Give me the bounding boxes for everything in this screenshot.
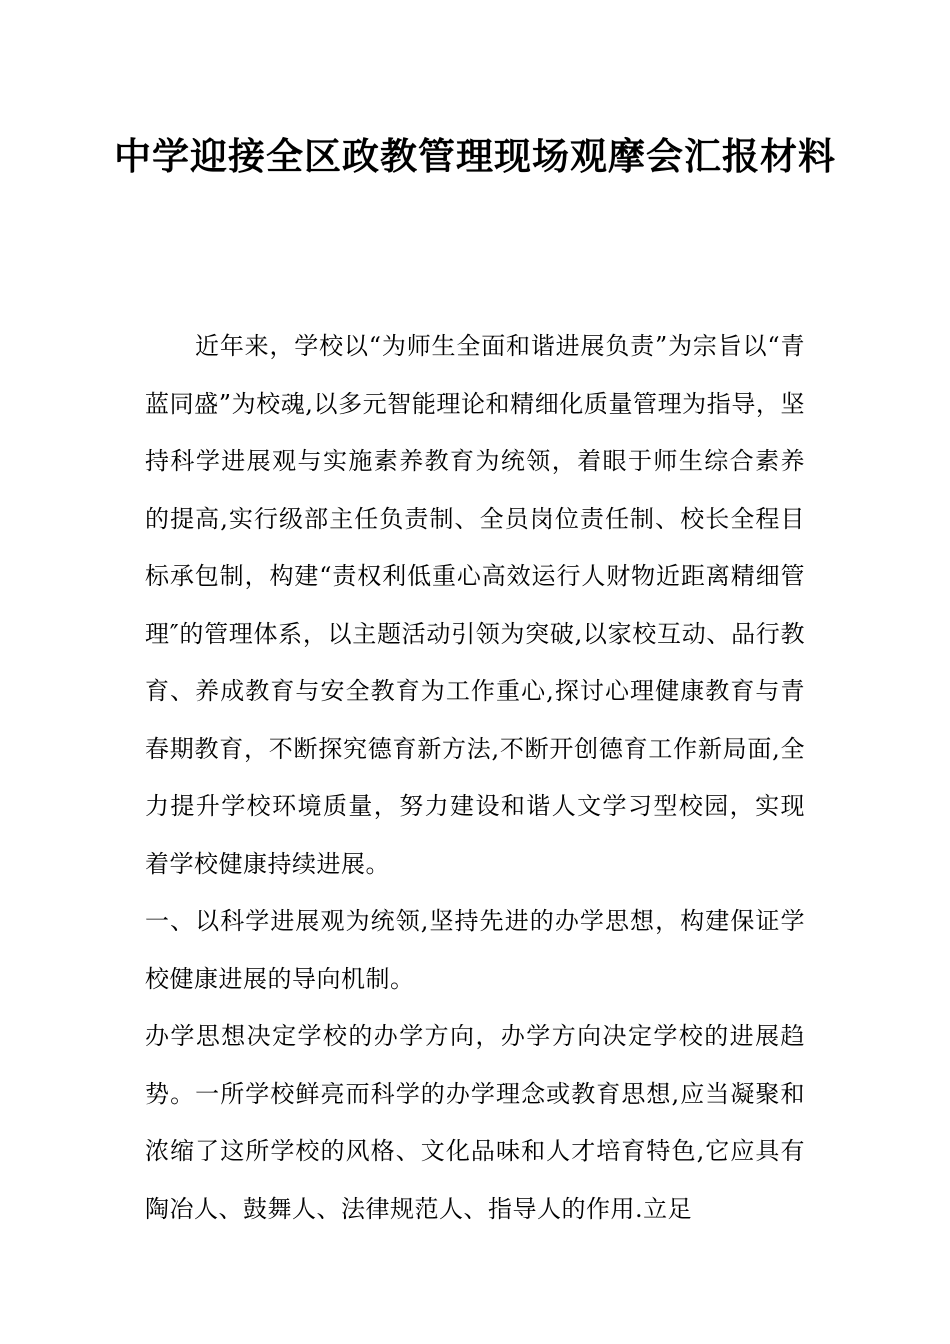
section-paragraph-1: 办学思想决定学校的办学方向，办学方向决定学校的进展趋势。一所学校鲜亮而科学的办学理念或教育思想,应当凝聚和浓缩了这所学校的风格、文化品味和人才培育特色,它应具有陶冶人、鼓舞人、法律规范人、指导人的作用.立足 xyxy=(145,1022,805,1223)
document-body xyxy=(145,318,805,1238)
document-title: 中学迎接全区政教管理现场观摩会汇报材料 xyxy=(114,135,836,178)
section-heading-1: 一、以科学进展观为统领,坚持先进的办学思想，构建保证学校健康进展的导向机制。 xyxy=(145,907,805,993)
intro-paragraph: 近年来，学校以“为师生全面和谐进展负责”为宗旨以“青蓝同盛”为校魂,以多元智能理论和精细化质量管理为指导，坚持科学进展观与实施素养教育为统领，着眼于师生综合素养的提高,实行级部主任负责制、全员岗位责任制、校长全程目标承包制，构建“责权利低重心高效运行人财物近距离精细管理″的管理体系，以主题活动引领为突破,以家校互动、品行教育、养成教育与安全教育为工作重心,探讨心理健康教育与青春期教育，不断探究德育新方法,不断开创德育工作新局面,全力提升学校环境质量，努力建设和谐人文学习型校园，实现着学校健康持续进展。 xyxy=(145,332,805,878)
